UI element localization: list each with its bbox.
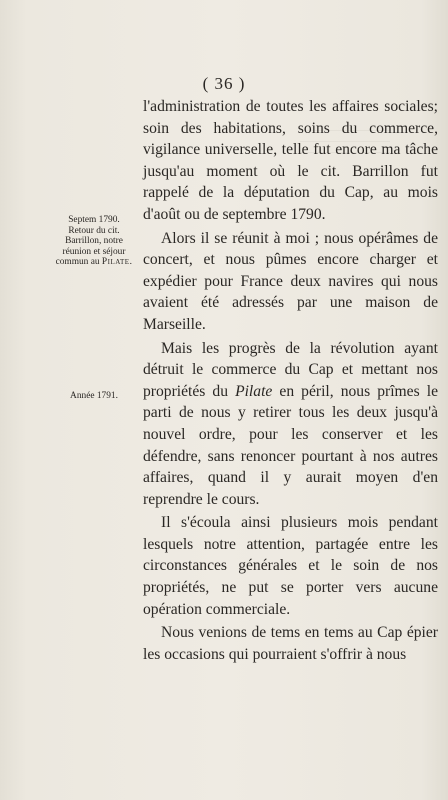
margin-note-annee-1791 [52, 391, 136, 402]
paragraph-3-start: Mais les progrès de la révolution ayant détruit le commerce du Cap et mettant nos propriétés du [143, 339, 438, 400]
paragraph-3 [143, 338, 438, 511]
paragraph-1: l'administration de toutes les affaires sociales; soin des habitations, soins du commerce, vigilance universelle, telle fut encore ma tâche jusqu'au moment où le cit. Barrillon fut rappelé de la députation du Cap, au mois d'août ou de septembre 1790. [143, 98, 438, 223]
margin-note-date: Septem 1790. [68, 215, 120, 225]
main-text [143, 96, 438, 665]
margin-note-september-1790 [52, 215, 136, 268]
margin-note-text [52, 226, 136, 268]
paragraph-2: Alors il se réunit à moi ; nous opérâmes de concert, et nous pûmes encore charger et expédier pour France deux navires qui nous avaient été adressés par une maison de Marseille. [143, 229, 438, 333]
pilate-italic: Pilate [235, 382, 273, 400]
paragraph-4: Il s'écoula ainsi plusieurs mois pendant lesquels notre attention, partagée entre les circonstances générales et le soin de nos propriétés, ne put se porter vers aucune opération commerciale. [143, 514, 438, 618]
paragraph-5: Nous venions de tems en tems au Cap épier les occasions qui pourraient s'offrir à nous [143, 624, 438, 663]
margin-note-date: Année 1791. [70, 391, 118, 401]
margin-note-body: Retour du cit. Barrillon, notre réunion et séjour commun au [55, 225, 126, 268]
margin-note-pilate: Pilate. [101, 257, 133, 268]
paragraph-3-end: en péril, nous prîmes le parti de nous y retirer tous les deux jusqu'à nouvel ordre, pour les conserver et les défendre, sans renoncer pourtant à nos autres affaires, quand il y aurait moyen d'en reprendre le cours. [143, 382, 438, 508]
page-number: ( 36 ) [202, 74, 246, 93]
